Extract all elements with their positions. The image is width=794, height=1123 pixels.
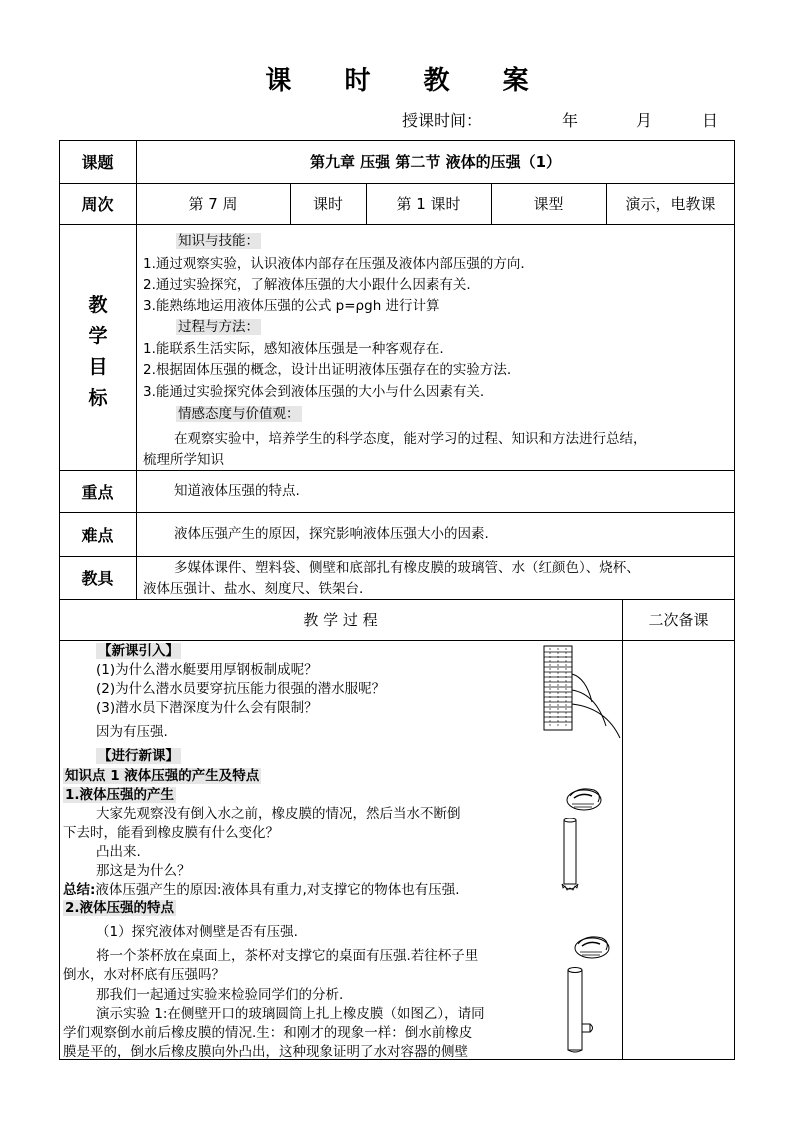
tube-bottom-membrane-figure bbox=[558, 818, 582, 898]
process-method-heading: 过程与方法： bbox=[178, 319, 259, 335]
intro-question: (1)为什么潜水艇要用厚钢板制成呢？ bbox=[96, 662, 318, 678]
difficulty-label: 难点 bbox=[81, 525, 114, 545]
objectives-label-char: 标 bbox=[88, 387, 108, 409]
knowledge-point-title: 知识点 1 液体压强的产生及特点 bbox=[65, 768, 260, 784]
row-divider bbox=[59, 470, 735, 471]
intro-question: (2)为什么潜水员要穿抗压能力很强的潜水服呢？ bbox=[96, 681, 386, 697]
date-label: 授课时间： bbox=[402, 111, 483, 130]
lesson-text: 大家先观察没有倒入水之前，橡皮膜的情况，然后当水不断倒 bbox=[96, 806, 461, 822]
period-value: 第 1 课时 bbox=[396, 195, 461, 213]
lesson-text: 那这是为什么？ bbox=[96, 863, 191, 879]
objectives-label bbox=[60, 290, 136, 414]
intro-answer: 因为有压强. bbox=[96, 724, 168, 740]
week-value: 第 7 周 bbox=[188, 195, 238, 213]
objective-item: 梳理所学知识 bbox=[143, 452, 224, 468]
new-lesson-heading: 【进行新课】 bbox=[98, 748, 179, 764]
objective-item: 3.能熟练地运用液体压强的公式 p=ρgh 进行计算 bbox=[143, 298, 440, 314]
lesson-text: （1）探究液体对侧壁是否有压强. bbox=[96, 924, 298, 940]
lesson-text: 将一个茶杯放在桌面上，茶杯对支撑它的桌面有压强.若往杯子里 bbox=[96, 948, 479, 964]
objective-item: 1.能联系生活实际，感知液体压强是一种客观存在. bbox=[143, 341, 444, 357]
hand-bag-figure bbox=[564, 778, 604, 814]
subsection-title: 1.液体压强的产生 bbox=[65, 787, 175, 803]
topic-value: 第九章 压强 第二节 液体的压强（1） bbox=[309, 153, 562, 171]
row-divider bbox=[59, 640, 735, 641]
tools-text: 液体压强计、盐水、刻度尺、铁架台. bbox=[143, 581, 364, 597]
lesson-text: 学们观察倒水前后橡皮膜的情况.生：和刚才的现象一样：倒水前橡皮 bbox=[63, 1025, 473, 1041]
difficulty-text: 液体压强产生的原因，探究影响液体压强大小的因素. bbox=[174, 526, 489, 542]
lesson-text: 膜是平的，倒水后橡皮膜向外凸出，这种现象证明了水对容器的侧壁 bbox=[63, 1044, 468, 1060]
lesson-text: 倒水，水对杯底有压强吗？ bbox=[63, 967, 225, 983]
type-label: 课型 bbox=[533, 195, 564, 213]
date-year: 年 bbox=[562, 111, 579, 130]
lesson-text: 那我们一起通过实验来检验同学们的分析. bbox=[96, 987, 344, 1003]
period-label: 课时 bbox=[312, 195, 343, 213]
process-heading: 教 学 过 程 bbox=[303, 611, 378, 629]
date-day: 日 bbox=[702, 111, 719, 130]
row-divider bbox=[59, 512, 735, 513]
tube-side-membrane-figure bbox=[562, 966, 602, 1056]
subsection-title: 2.液体压强的特点 bbox=[65, 900, 175, 916]
hand-bag-figure bbox=[572, 926, 612, 962]
intro-question: (3)潜水员下潜深度为什么会有限制？ bbox=[96, 700, 318, 716]
objective-item: 3.能通过实验探究体会到液体压强的大小与什么因素有关. bbox=[143, 384, 485, 400]
summary-text: 液体压强产生的原因:液体具有重力,对支撑它的物体也有压强. bbox=[95, 882, 460, 898]
objective-item: 2.通过实验探究，了解液体压强的大小跟什么因素有关. bbox=[143, 277, 471, 293]
tools-label: 教具 bbox=[81, 569, 114, 588]
date-month: 月 bbox=[636, 111, 653, 130]
lesson-text: 凸出来. bbox=[96, 844, 141, 860]
doc-title: 课 时 教 案 bbox=[265, 66, 551, 96]
topic-label: 课题 bbox=[81, 153, 114, 172]
summary-label: 总结: bbox=[63, 882, 96, 898]
objective-item: 在观察实验中，培养学生的科学态度，能对学习的过程、知识和方法进行总结， bbox=[174, 431, 647, 447]
row-divider bbox=[59, 224, 735, 225]
intro-heading: 【新课引入】 bbox=[98, 643, 179, 659]
tools-text: 多媒体课件、塑料袋、侧壁和底部扎有橡皮膜的玻璃管、水（红颜色）、烧杯、 bbox=[174, 560, 640, 576]
lesson-text: 演示实验 1:在侧壁开口的玻璃圆筒上扎上橡皮膜（如图乙），请同 bbox=[96, 1006, 485, 1022]
key-point-text: 知道液体压强的特点. bbox=[174, 483, 300, 499]
objectives-label-char: 学 bbox=[88, 325, 108, 347]
knowledge-heading: 知识与技能： bbox=[178, 233, 259, 249]
row-divider bbox=[59, 556, 735, 557]
week-label: 周次 bbox=[81, 195, 114, 214]
type-value: 演示，电教课 bbox=[625, 195, 716, 213]
objective-item: 1.通过观察实验，认识液体内部存在压强及液体内部压强的方向. bbox=[143, 256, 525, 272]
objectives-label-char: 教 bbox=[88, 294, 108, 316]
attitude-heading: 情感态度与价值观： bbox=[178, 406, 300, 422]
key-point-label: 重点 bbox=[81, 482, 114, 502]
objective-item: 2.根据固体压强的概念，设计出证明液体压强存在的实验方法. bbox=[143, 362, 512, 378]
lesson-text: 下去时，能看到橡皮膜有什么变化？ bbox=[63, 825, 279, 841]
water-jet-figure bbox=[540, 644, 624, 740]
objectives-label-char: 目 bbox=[88, 356, 108, 378]
second-prep-heading: 二次备课 bbox=[648, 611, 709, 629]
